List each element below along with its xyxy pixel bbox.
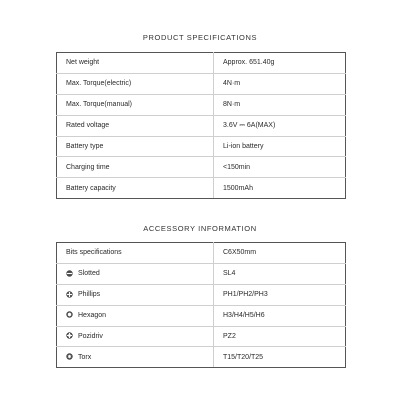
- table-row: [57, 178, 346, 199]
- accessory-label: Torx: [78, 353, 92, 361]
- accessory-label-cell: [57, 305, 214, 326]
- product-specifications-title: PRODUCT SPECIFICATIONS: [142, 33, 258, 42]
- spec-value: Approx. 651.40g: [214, 53, 346, 74]
- spec-label: Charging time: [57, 157, 214, 178]
- accessory-value: SL4: [214, 263, 346, 284]
- spec-value: 4N·m: [214, 73, 346, 94]
- spec-label: Battery capacity: [57, 178, 214, 199]
- table-row: [57, 243, 346, 264]
- table-row: [57, 157, 346, 178]
- table-row: [57, 53, 346, 74]
- table-row: [57, 73, 346, 94]
- table-row: [57, 94, 346, 115]
- accessory-label: Hexagon: [78, 311, 107, 319]
- spec-value: 3.6V ⎓ 6A(MAX): [214, 115, 346, 136]
- spec-value: Li-ion battery: [214, 136, 346, 157]
- table-row: [57, 347, 346, 368]
- table-row: [57, 284, 346, 305]
- pozidriv-icon: [66, 332, 73, 339]
- spec-value: 8N·m: [214, 94, 346, 115]
- spec-value: 1500mAh: [214, 178, 346, 199]
- accessory-label: Pozidriv: [78, 332, 103, 340]
- hexagon-icon: [66, 311, 73, 318]
- spec-label: Max. Torque(electric): [57, 73, 214, 94]
- product-specifications-table: [56, 52, 346, 199]
- table-row: [57, 263, 346, 284]
- accessory-label-cell: [57, 326, 214, 347]
- spec-label: Max. Torque(manual): [57, 94, 214, 115]
- table-row: [57, 305, 346, 326]
- torx-icon: [66, 353, 73, 360]
- accessory-label-cell: [57, 263, 214, 284]
- accessory-label: Slotted: [78, 270, 100, 278]
- table-row: [57, 115, 346, 136]
- accessory-label-cell: [57, 347, 214, 368]
- accessory-value: PH1/PH2/PH3: [214, 284, 346, 305]
- spec-label: Net weight: [57, 53, 214, 74]
- spec-label: Battery type: [57, 136, 214, 157]
- phillips-icon: [66, 291, 73, 298]
- slotted-icon: [66, 270, 73, 277]
- accessory-label-cell: [57, 284, 214, 305]
- table-row: [57, 326, 346, 347]
- accessory-label: Bits specifications: [57, 243, 214, 264]
- accessory-information-table: [56, 242, 346, 368]
- spec-label: Rated voltage: [57, 115, 214, 136]
- accessory-value: T15/T20/T25: [214, 347, 346, 368]
- accessory-value: PZ2: [214, 326, 346, 347]
- accessory-value: H3/H4/H5/H6: [214, 305, 346, 326]
- table-row: [57, 136, 346, 157]
- accessory-information-title: ACCESSORY INFORMATION: [143, 224, 257, 233]
- accessory-value: C6X50mm: [214, 243, 346, 264]
- spec-value: <150min: [214, 157, 346, 178]
- accessory-label: Phillips: [78, 291, 101, 299]
